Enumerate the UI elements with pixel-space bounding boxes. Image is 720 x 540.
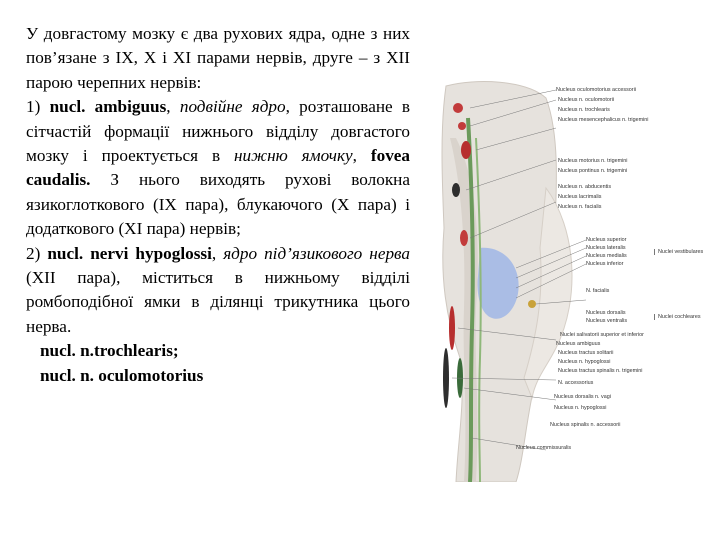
label-nucleus-n-hypoglossi-1: Nucleus n. hypoglossi (558, 359, 611, 365)
label-nucleus-dorsalis: Nucleus dorsalis (586, 310, 626, 316)
label-nucleus-n-facialis: Nucleus n. facialis (558, 204, 602, 210)
label-n-accessorius: N. accessorius (558, 380, 594, 386)
label-n-facialis: N. facialis (586, 288, 610, 294)
paragraph-ambiguus: 1) nucl. ambiguus, подвійне ядро, розташоване в сітчастій формації нижнього відділу довгастого мозку і проектується в нижню ямочку, fovea caudalis. З нього виходять рухові волокна язикоглоткового (IX пара), блукаючого (X пара) і додаткового (XI пара) нервів; (26, 97, 411, 239)
label-nucleus-ambiguus: Nucleus ambiguus (556, 341, 601, 347)
label-nuclei-cochleares: Nuclei cochleares (654, 314, 701, 320)
label-nucleus-n-trochlearis: Nucleus n. trochlearis (558, 107, 610, 113)
paragraph-intro (26, 22, 410, 95)
label-nucleus-spinalis-accessorii: Nucleus spinalis n. accessorii (550, 422, 621, 428)
nucleus-cochlear-mark (528, 300, 536, 308)
label-nucleus-oculomotorius-accessorii: Nucleus oculomotorius accessorii (556, 87, 636, 93)
brainstem-nuclei-figure (436, 78, 704, 482)
term-fovea-caudalis: fovea caudalis. (26, 146, 411, 190)
label-nucleus-motorius-trigemini: Nucleus motorius n. trigemini (558, 158, 628, 164)
label-nucleus-lacrimalis: Nucleus lacrimalis (558, 194, 602, 200)
label-nucleus-commissuralis: Nucleus commissuralis (516, 445, 572, 451)
nucleus-hypoglossi-mark (443, 348, 449, 408)
nucleus-abducens-mark (452, 183, 460, 197)
label-nucleus-mesencephalicus: Nucleus mesencephalicus n. trigemini (558, 117, 649, 123)
label-nucleus-pontinus-trigemini: Nucleus pontinus n. trigemini (558, 168, 628, 174)
label-nucleus-n-oculomotorii: Nucleus n. oculomotorii (558, 97, 615, 103)
label-nucleus-superior: Nucleus superior (586, 237, 627, 243)
term-nyzhnia-yamochka: нижню ямочку (234, 146, 353, 166)
label-nucleus-ventralis: Nucleus ventralis (586, 318, 628, 324)
nucleus-trigeminal-motor-mark (461, 141, 471, 159)
label-nuclei-salivatorii: Nuclei salivatorii superior et inferior (560, 332, 644, 338)
term-nucl-ambiguus: nucl. ambiguus (49, 97, 167, 117)
label-nuclei-vestibulares: Nuclei vestibulares (654, 249, 703, 255)
label-nucleus-medialis: Nucleus medialis (586, 253, 627, 259)
term-yadro-pidiazykovoho-nerva: ядро під’язикового нерва (223, 243, 410, 263)
nucleus-ambiguus-mark (449, 306, 455, 350)
label-nucleus-lateralis: Nucleus lateralis (586, 245, 626, 251)
list-item-trochlearis: nucl. n.trochlearis; (40, 341, 179, 361)
label-nucleus-n-abducentis: Nucleus n. abducentis (558, 184, 612, 190)
term-podviine-yadro: подвійне ядро (179, 97, 286, 117)
nucleus-facial-mark (460, 230, 468, 246)
paragraph-hypoglossi: 2) nucl. nervi hypoglossi, ядро під’язикового нерва (XII пара), міститься в нижньому відділі ромбоподібної ямки в ділянці трикутника цього нерва. (26, 243, 410, 336)
nucleus-oculomotor-mark (453, 103, 463, 113)
list-number-1: 1) (26, 97, 41, 117)
list-number-2: 2) (26, 243, 41, 263)
label-nucleus-n-hypoglossi-2: Nucleus n. hypoglossi (554, 405, 607, 411)
term-nucl-nervi-hypoglossi: nucl. nervi hypoglossi (47, 243, 212, 263)
label-nucleus-tractus-spinalis: Nucleus tractus spinalis n. trigemini (558, 368, 643, 374)
list-item-oculomotorius: nucl. n. oculomotorius (40, 365, 204, 385)
label-nucleus-inferior: Nucleus inferior (586, 261, 624, 267)
label-nucleus-tractus-solitarii: Nucleus tractus solitarii (558, 350, 614, 356)
text-block (26, 22, 410, 388)
label-nucleus-dorsalis-n-vagi: Nucleus dorsalis n. vagi (554, 394, 611, 400)
nucleus-trochlear-mark (458, 122, 466, 130)
intro-text: У довгастому мозку є два рухових ядра, одне з них пов’язане з IX, X і XI парами нервів, друге – з XII парою черепних нервів: (26, 24, 410, 92)
